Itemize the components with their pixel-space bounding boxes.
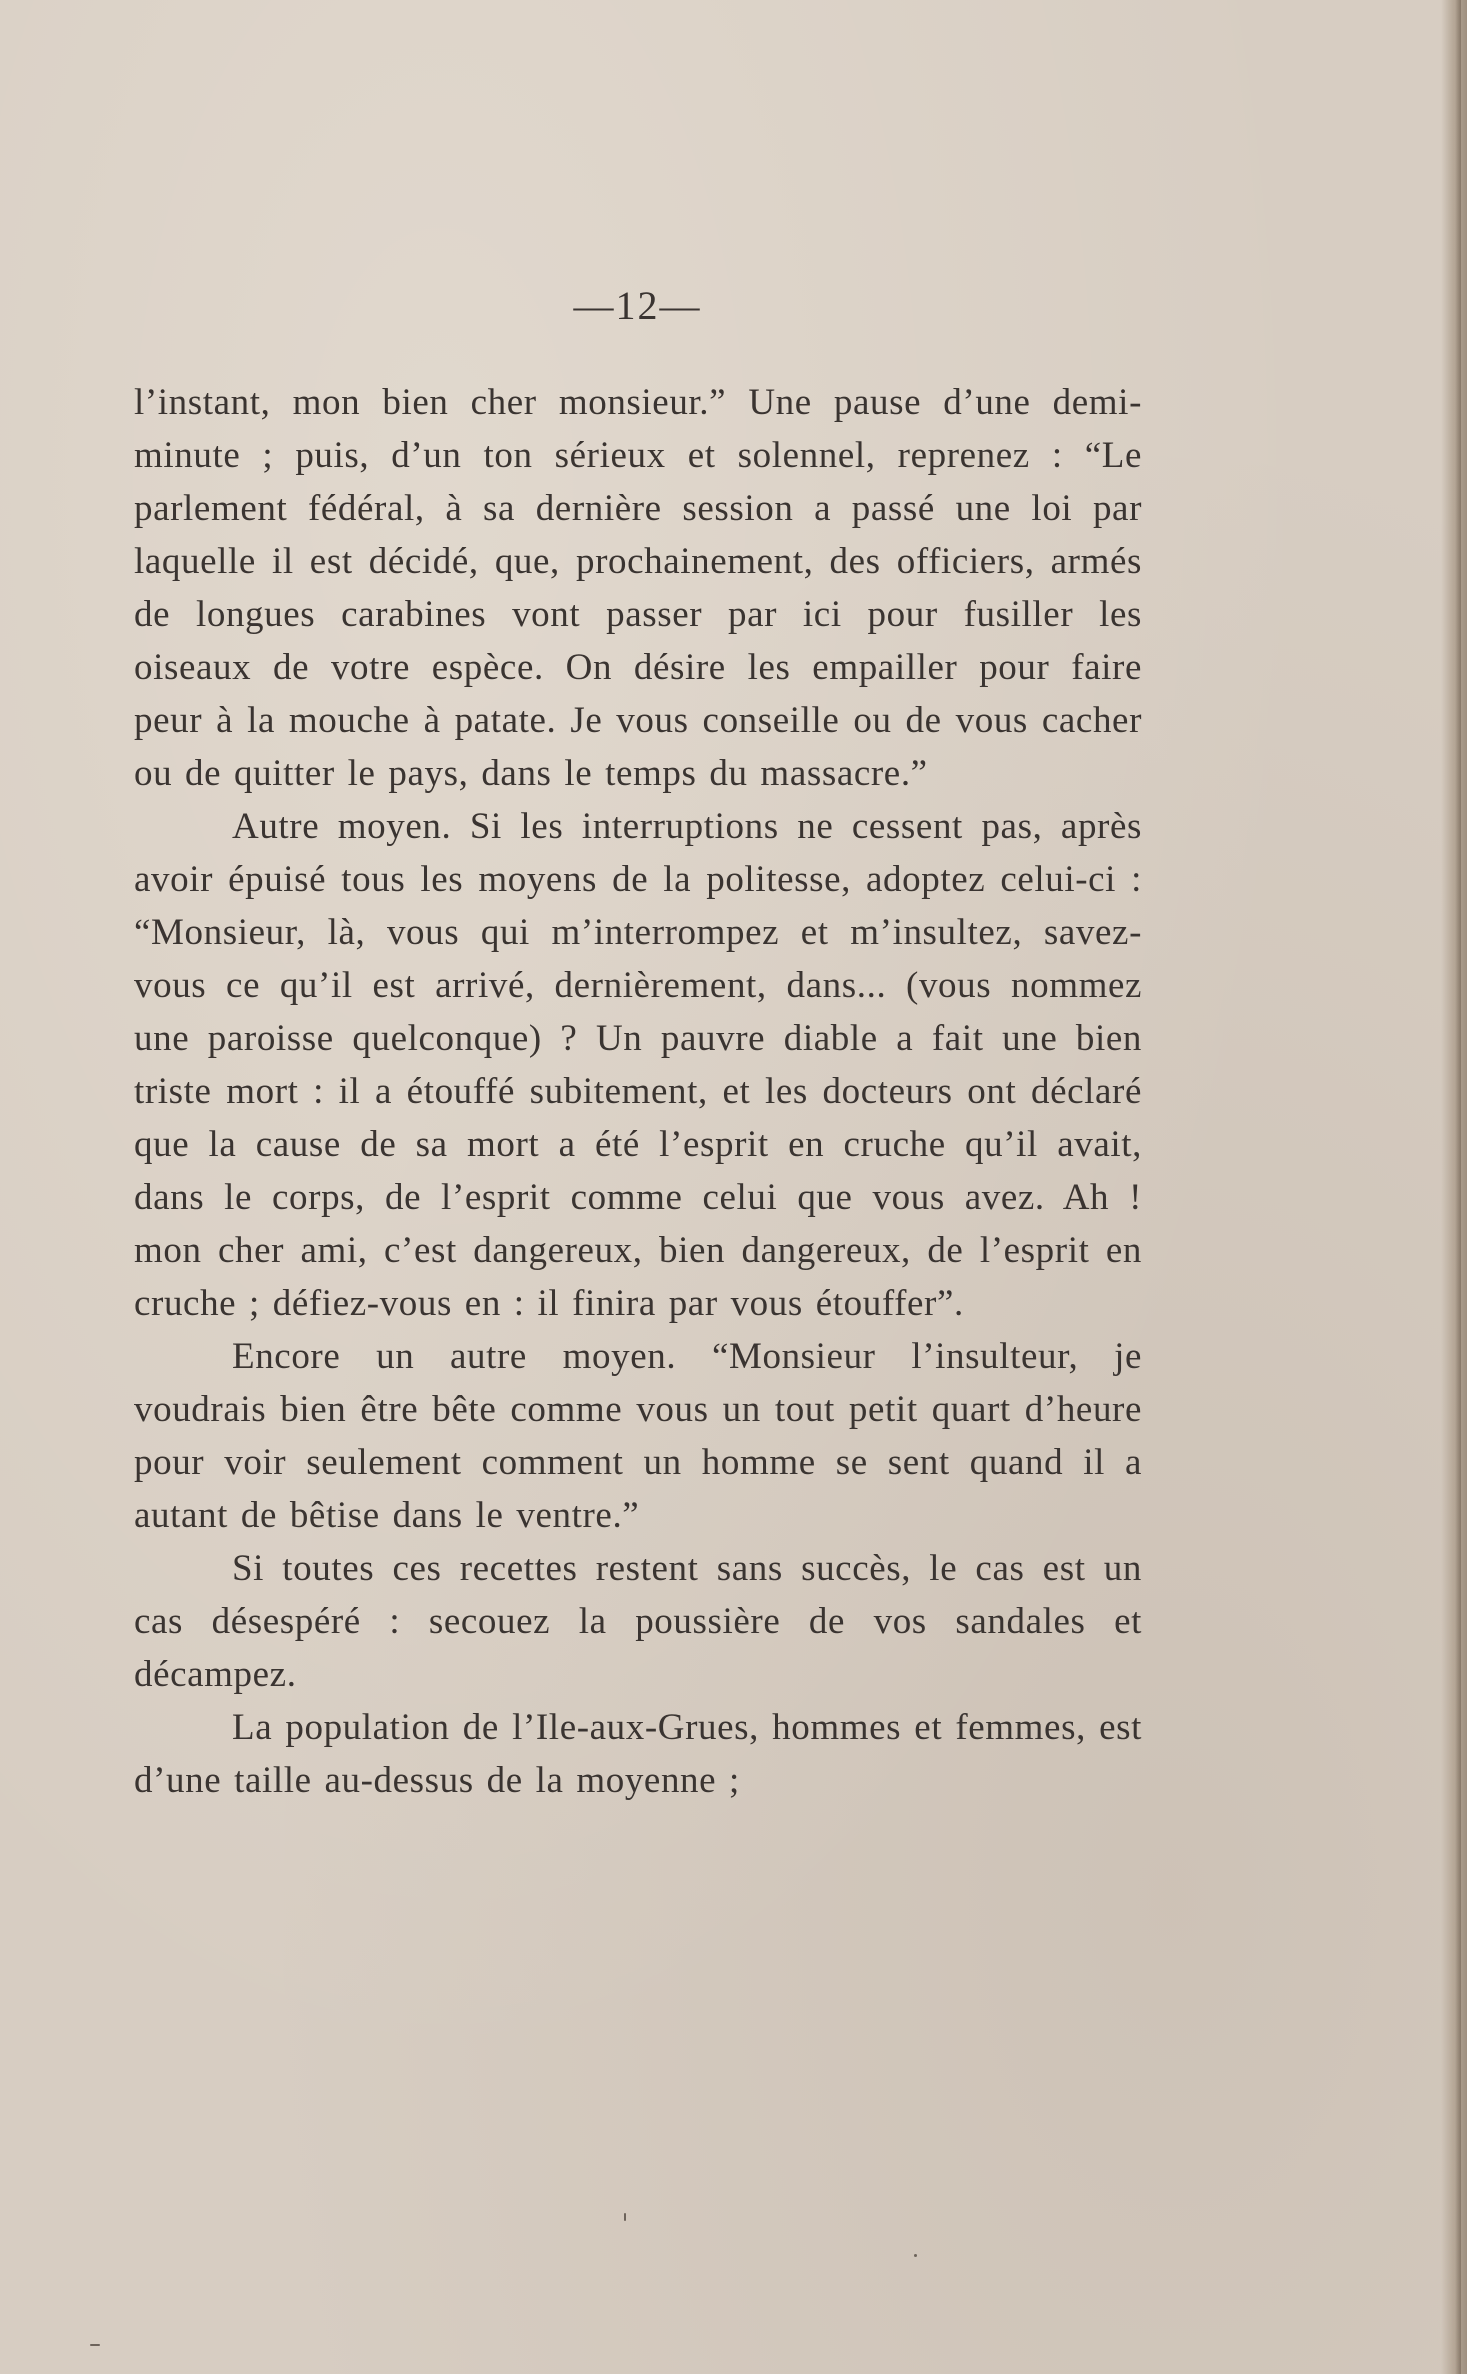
paper-speck [624,2213,626,2221]
page-number: —12— [573,283,702,328]
page-edge-shadow [1455,0,1461,2374]
paragraph-5: La population de l’Ile-aux-Grues, hommes et femmes, est d’une taille au-dessus de la moyenne ; [134,1707,1142,1801]
body-text [134,376,1142,1807]
paper-speck [90,2344,100,2346]
paragraph-2: Autre moyen. Si les interruptions ne cessent pas, après avoir épuisé tous les moyens de la politesse, adoptez celui-ci : “Monsieur, là, vous qui m’interrompez et m’insultez, savez-vous ce qu’il est arrivé, dernièrement, dans... (vous nommez une paroisse quelconque) ? Un pauvre diable a fait une bien triste mort : il a étouffé subitement, et les docteurs ont déclaré que la cause de sa mort a été l’esprit en cruche qu’il avait, dans le corps, de l’esprit comme celui que vous avez. Ah ! mon cher ami, c’est dangereux, bien dangereux, de l’esprit en cruche ; défiez-vous en : il finira par vous étouffer”. [134,806,1142,1324]
page-edge [1441,0,1467,2374]
paragraph-3: Encore un autre moyen. “Monsieur l’insulteur, je voudrais bien être bête comme vous un tout petit quart d’heure pour voir seulement comment un homme se sent quand il a autant de bêtise dans le ventre.” [134,1336,1142,1536]
paragraph-4: Si toutes ces recettes restent sans succès, le cas est un cas désespéré : secouez la poussière de vos sandales et décampez. [134,1548,1142,1695]
paper-speck [914,2254,917,2257]
paragraph-1: l’instant, mon bien cher monsieur.” Une pause d’une demi-minute ; puis, d’un ton sérieux et solennel, reprenez : “Le parlement fédéral, à sa dernière session a passé une loi par laquelle il est décidé, que, prochainement, des officiers, armés de longues carabines vont passer par ici pour fusiller les oiseaux de votre espèce. On désire les empailler pour faire peur à la mouche à patate. Je vous conseille ou de vous cacher ou de quitter le pays, dans le temps du massacre.” [134,382,1142,794]
